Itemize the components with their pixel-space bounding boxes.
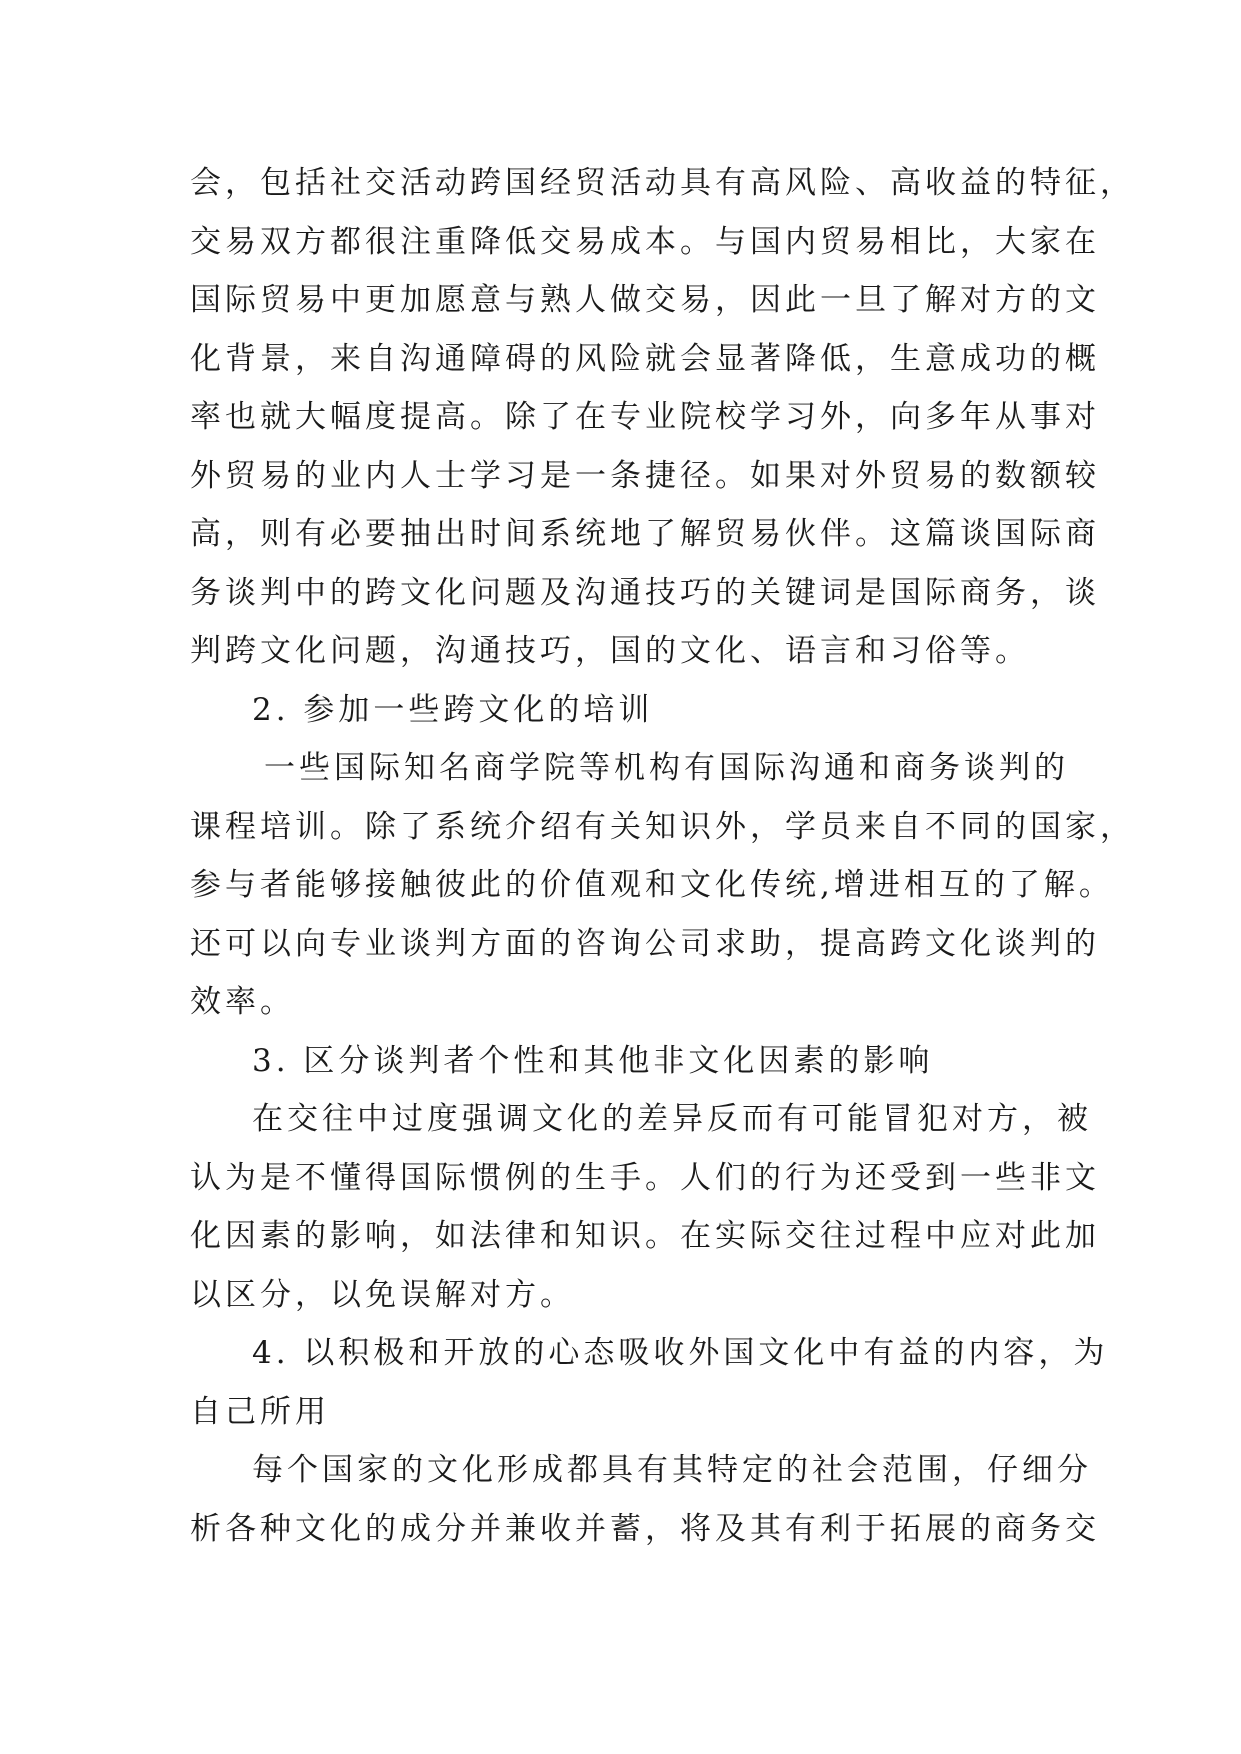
text-line: 国际贸易中更加愿意与熟人做交易，因此一旦了解对方的文: [190, 282, 1100, 318]
text-line: 还可以向专业谈判方面的咨询公司求助，提高跨文化谈判的: [190, 925, 1100, 962]
text-line: 认为是不懂得国际惯例的生手。人们的行为还受到一些非文: [190, 1159, 1100, 1196]
section-heading: 3. 区分谈判者个性和其他非文化因素的影响: [252, 1042, 934, 1079]
text-line: 化因素的影响，如法律和知识。在实际交往过程中应对此加: [190, 1218, 1100, 1254]
text-line: 判跨文化问题，沟通技巧，国的文化、语言和习俗等。: [190, 633, 1030, 669]
text-line: 参与者能够接触彼此的价值观和文化传统,增进相互的了解。: [190, 867, 1114, 903]
text-line: 析各种文化的成分并兼收并蓄，将及其有利于拓展的商务交: [190, 1510, 1100, 1547]
text-line: 交易双方都很注重降低交易成本。与国内贸易相比，大家在: [190, 223, 1100, 260]
text-line: 外贸易的业内人士学习是一条捷径。如果对外贸易的数额较: [190, 457, 1100, 494]
section-heading: 2. 参加一些跨文化的培训: [252, 691, 654, 728]
text-line: 高，则有必要抽出时间系统地了解贸易伙伴。这篇谈国际商: [190, 516, 1100, 552]
text-line: 务谈判中的跨文化问题及沟通技巧的关键词是国际商务，谈: [190, 574, 1100, 611]
text-line: 每个国家的文化形成都具有其特定的社会范围，仔细分: [252, 1452, 1092, 1488]
text-line: 一些国际知名商学院等机构有国际沟通和商务谈判的: [264, 750, 1069, 786]
text-line: 化背景，来自沟通障碍的风险就会显著降低，生意成功的概: [190, 340, 1100, 377]
text-line: 在交往中过度强调文化的差异反而有可能冒犯对方，被: [252, 1101, 1092, 1137]
text-line: 效率。: [190, 984, 295, 1020]
text-line: 以区分，以免误解对方。: [190, 1276, 575, 1313]
text-line: 课程培训。除了系统介绍有关知识外，学员来自不同的国家，: [190, 808, 1135, 845]
section-heading-continued: 自己所用: [190, 1393, 330, 1430]
text-line: 会，包括社交活动跨国经贸活动具有高风险、高收益的特征，: [190, 165, 1135, 201]
section-heading: 4. 以积极和开放的心态吸收外国文化中有益的内容，为: [252, 1335, 1109, 1371]
document-body: [190, 154, 1135, 1558]
text-line: 率也就大幅度提高。除了在专业院校学习外，向多年从事对: [190, 399, 1100, 435]
